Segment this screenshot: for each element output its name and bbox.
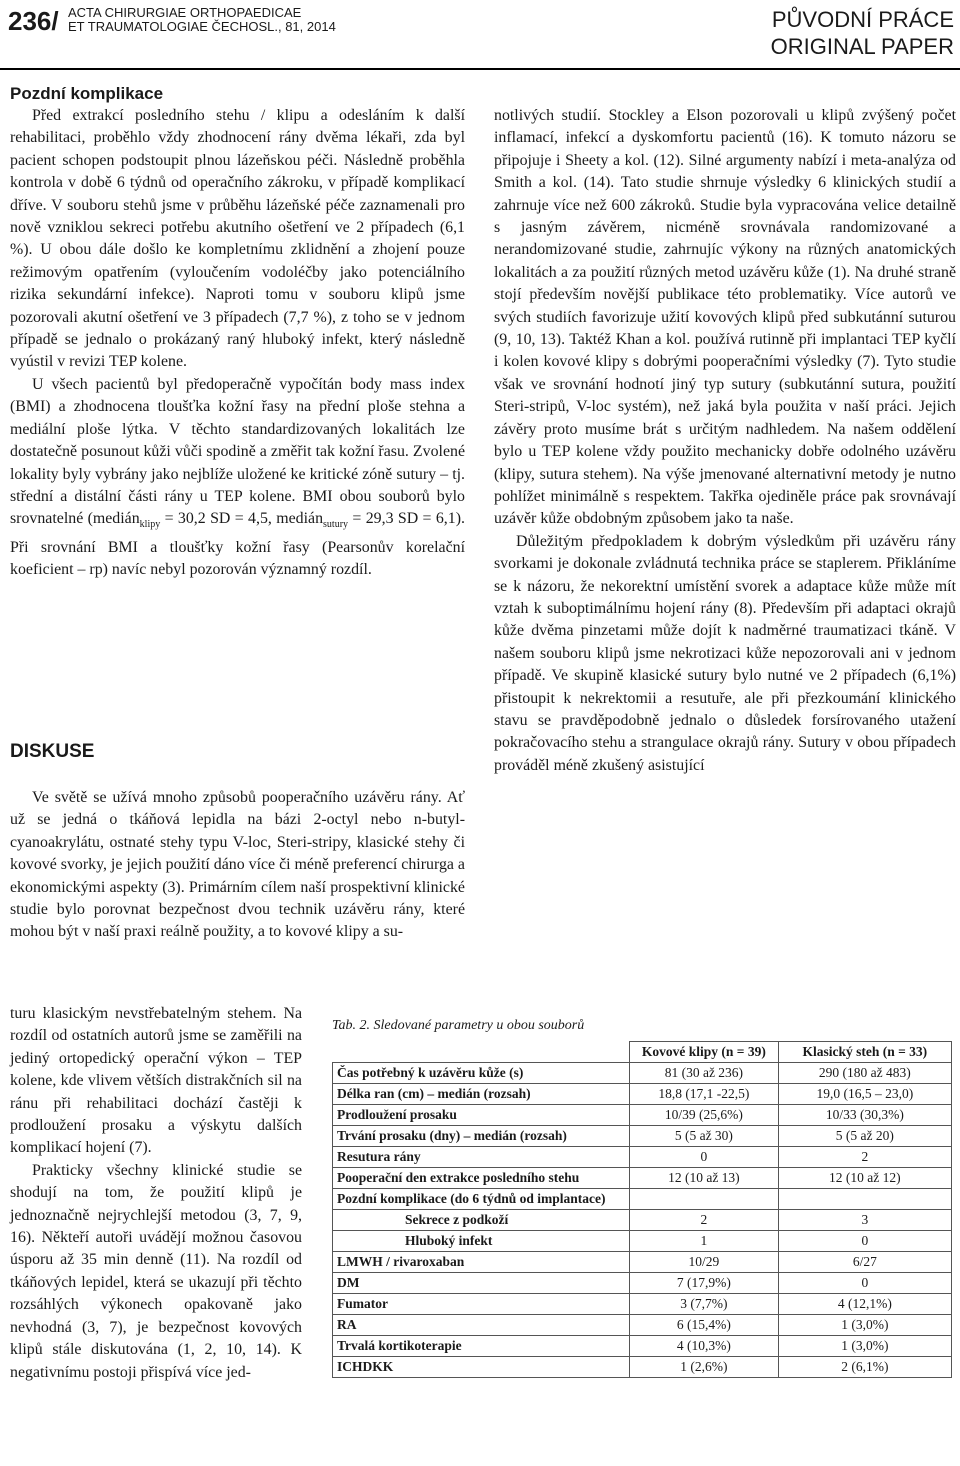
table-row — [333, 1357, 952, 1378]
row-label: Prodloužení prosaku — [333, 1105, 630, 1126]
table-cell: 0 — [778, 1231, 951, 1252]
table-cell: 2 — [630, 1210, 779, 1231]
table-row — [333, 1336, 952, 1357]
table-cell: 18,8 (17,1 -22,5) — [630, 1084, 779, 1105]
journal-line-2: ET TRAUMATOLOGIAE ČECHOSL., 81, 2014 — [68, 19, 336, 34]
row-label: Délka ran (cm) – medián (rozsah) — [333, 1084, 630, 1105]
table-cell: 2 (6,1%) — [778, 1357, 951, 1378]
subscript: klipy — [139, 519, 161, 531]
discussion-column — [10, 787, 465, 944]
page-header — [0, 0, 960, 70]
row-label: Pooperační den extrakce posledního stehu — [333, 1168, 630, 1189]
table-cell: 6/27 — [778, 1252, 951, 1273]
row-label: RA — [333, 1315, 630, 1336]
article-type — [771, 6, 954, 60]
table-cell: 0 — [630, 1147, 779, 1168]
text: = 30,2 SD = 4,5, medián — [160, 510, 324, 528]
table-cell — [778, 1189, 951, 1210]
table-cell: 4 (12,1%) — [778, 1294, 951, 1315]
table-cell: 6 (15,4%) — [630, 1315, 779, 1336]
table-cell: 0 — [778, 1273, 951, 1294]
table-row — [333, 1063, 952, 1084]
table-row — [333, 1252, 952, 1273]
parameters-table — [332, 1041, 952, 1378]
table-cell: 1 — [630, 1231, 779, 1252]
row-label: Trvalá kortikoterapie — [333, 1336, 630, 1357]
table-cell: 7 (17,9%) — [630, 1273, 779, 1294]
left-column — [10, 83, 465, 582]
section-heading-discussion: DISKUSE — [10, 741, 95, 762]
table-row — [333, 1168, 952, 1189]
journal-line-1: ACTA CHIRURGIAE ORTHOPAEDICAE — [68, 5, 302, 20]
table-cell: 1 (3,0%) — [778, 1315, 951, 1336]
paragraph-bmi — [10, 374, 465, 582]
table-row — [333, 1126, 952, 1147]
table-row — [333, 1105, 952, 1126]
text: U všech pacientů byl předoperačně vypočítán body mass index (BMI) a zhodnocena tloušťka kožní řasy na přední ploše stehna a mediální ploše lýtka. V těchto standardizovaných lokalitách lze dostatečně posunout kůži vůči spodině a změřit tak kožní řasu. Zvolené lokality byly vybrány jako nejblíže uložené ke kritické zóně sutury – tj. střední a distální části rány u TEP kolene. BMI obou souborů bylo srovnatelné (medián — [10, 375, 465, 528]
journal-name — [68, 6, 336, 34]
table-cell: 5 (5 až 30) — [630, 1126, 779, 1147]
row-label: Pozdní komplikace (do 6 týdnů od implantace) — [333, 1189, 630, 1210]
table-cell: 10/39 (25,6%) — [630, 1105, 779, 1126]
paragraph: Prakticky všechny klinické studie se shodují na tom, že použití klipů je jednoznačně nejrychlejší metodou (3, 7, 9, 16). Někteří autoři uvádějí možnou časovou úsporu až 35 min denně (11). Na rozdíl od tkáňových lepidel, která se ukazují při těchto rozsáhlých výkonech opakovaně jako nevhodná (3, 7), je bezpečnost kovových klipů stále diskutována (1, 2, 10, 14). K negativnímu postoji přispívá více jed- — [10, 1161, 302, 1381]
table-cell: 2 — [778, 1147, 951, 1168]
table-cell: 81 (30 až 236) — [630, 1063, 779, 1084]
table-row — [333, 1231, 952, 1252]
column-header: Kovové klipy (n = 39) — [630, 1042, 779, 1063]
table-cell: 12 (10 až 13) — [630, 1168, 779, 1189]
paragraph: Ve světě se užívá mnoho způsobů pooperačního uzávěru rány. Ať už se jedná o tkáňová lepidla na bázi 2-octyl nebo n-butyl-cyanoakrylátu, ostnaté stehy typu V-loc, Steri-stripy, klasické stehy či kovové svorky, je jejich použití dáno více či méně preferencí chirurga a ekonomickými aspekty (3). Primárním cílem naší prospektivní klinické studie bylo porovnat bezpečnost dvou technik uzávěru rány, které mohou být v naší praxi reálně použity, a to kovové klipy a su- — [10, 789, 465, 941]
page-number: 236/ — [8, 6, 59, 36]
table-row — [333, 1189, 952, 1210]
narrow-column — [10, 1003, 302, 1384]
table-cell: 10/33 (30,3%) — [778, 1105, 951, 1126]
row-label: Čas potřebný k uzávěru kůže (s) — [333, 1063, 630, 1084]
table-cell: 10/29 — [630, 1252, 779, 1273]
row-label: Hluboký infekt — [333, 1231, 630, 1252]
row-label: ICHDKK — [333, 1357, 630, 1378]
text: = 29,3 SD = 6,1). Při srovnání BMI a tloušťky kožní řasy (Pearsonův korelační koeficient – rp) navíc nebyl pozorován významný rozdíl. — [10, 510, 465, 579]
table-cell — [630, 1189, 779, 1210]
table-cell: 3 (7,7%) — [630, 1294, 779, 1315]
right-column — [494, 105, 956, 777]
column-header: Klasický steh (n = 33) — [778, 1042, 951, 1063]
table-cell: 19,0 (16,5 – 23,0) — [778, 1084, 951, 1105]
table-row — [333, 1315, 952, 1336]
table-corner — [333, 1042, 630, 1063]
table-row — [333, 1147, 952, 1168]
table-row — [333, 1294, 952, 1315]
paragraph: Důležitým předpokladem k dobrým výsledkům při uzávěru rány svorkami je dokonale zvládnutá technika práce se staplerem. Přikláníme se k názoru, že nekorektní umístění svorek a adaptace kůže může mít vztah k suboptimálnímu hojení rány (8). Především při adaptaci okrajů kůže dvěma pinzetami může dojít k nadměrné traumatizaci tkáně. V našem souboru klipů jsme nekrotizaci kůže nepozorovali ani v jednom případě. Ve skupině klasické sutury bylo nutné ve 2 případech (6,1%) přistoupit k nekrektomii a resutuře, ale při přezkoumání klinického stavu se pravděpodobně jednalo o důsledek forsírovaného utažení pokračovacího stehu a strangulace okrajů rány. Sutury v obou případech prováděl méně zkušený asistující — [494, 532, 956, 774]
row-label: Trvání prosaku (dny) – medián (rozsah) — [333, 1126, 630, 1147]
row-label: Fumator — [333, 1294, 630, 1315]
row-label: DM — [333, 1273, 630, 1294]
table-cell: 5 (5 až 20) — [778, 1126, 951, 1147]
table-caption: Tab. 2. Sledované parametry u obou souborů — [332, 1018, 585, 1033]
table-cell: 290 (180 až 483) — [778, 1063, 951, 1084]
table-cell: 12 (10 až 12) — [778, 1168, 951, 1189]
table-cell: 1 (3,0%) — [778, 1336, 951, 1357]
section-heading-late-complications: Pozdní komplikace — [10, 84, 164, 103]
table-cell: 4 (10,3%) — [630, 1336, 779, 1357]
header-rule — [0, 68, 960, 70]
row-label: Sekrece z podkoží — [333, 1210, 630, 1231]
article-type-en: ORIGINAL PAPER — [770, 34, 954, 59]
subscript: sutury — [323, 519, 349, 531]
paragraph: Před extrakcí posledního stehu / klipu a odesláním k další rehabilitaci, proběhlo vždy zhodnocení rány dvěma lékaři, zda byl pacient schopen podstoupit plnou lázeňskou péči. Následně proběhla kontrola v době 6 týdnů od operačního zákroku, v případě komplikací dříve. V souboru stehů jsme v průběhu lázeňské péče zaznamenali pro nově vzniklou sekreci potřebu akutního ošetření ve 2 případech (6,1 %). U obou dále došlo ke kompletnímu zklidnění a zhojení pouze režimovým opatřením (vyloučením vodoléčby jako potenciálního rizika sekundární infekce). Naproti tomu v souboru klipů jsme pozorovali akutní ošetření ve 3 případech (7,7 %), z toho se v jednom případě se jednalo o prokázaný raný hluboký infekt, který následně vyústil v revizi TEP kolene. — [10, 107, 465, 371]
paragraph: notlivých studií. Stockley a Elson pozorovali u klipů zvýšený počet inflamací, infekcí a dyskomfortu pacientů (16). K tomuto názoru se připojuje i Sheety a kol. (12). Silné argumenty nabízí i meta-analýza od Smith a kol. (14). Tato studie shrnuje výsledky 6 klinických studií a zahrnuje více než 600 zákroků. Studie byla vypracována velice detailně s jasným závěrem, nicméně srovnávala randomizované a nerandomizované studie, zahrnujíc výkony na různých anatomických lokalitách a za použití různých metod uzávěru kůže (1). Na druhé straně stojí především novější publikace této problematiky. Více autorů ve svých studiích favorizuje užití kovových klipů před subkutánní suturou (9, 10, 13). Taktéž Khan a kol. používá rutinně při implantaci TEP kyčlí i kolen kovové klipy s dobrými pooperačními výsledky (7). Tyto studie však ve srovnání hodnotí jiný typ sutury (subkutánní sutura, použití Steri-stripů, V-loc systém), než jaká byla použita v naší práci. Jejich závěry proto musíme brát s určitým nadhledem. Na našem oddělení bylo u TEP kolene vždy použito mechanicky dobře odolného uzávěru (klipy, sutura stehem). Na výše jmenované alternativní metody je nutno pohlížet minimálně s respektem. Takřka ojediněle práce pak srovnávají uzávěr kůže obdobným způsobem jako ta naše. — [494, 107, 956, 528]
row-label: LMWH / rivaroxaban — [333, 1252, 630, 1273]
row-label: Resutura rány — [333, 1147, 630, 1168]
article-type-cz: PŮVODNÍ PRÁCE — [771, 7, 954, 32]
table-row — [333, 1084, 952, 1105]
table-header-row — [333, 1042, 952, 1063]
table-cell: 1 (2,6%) — [630, 1357, 779, 1378]
table-row — [333, 1273, 952, 1294]
table-cell: 3 — [778, 1210, 951, 1231]
paragraph: turu klasickým nevstřebatelným stehem. Na rozdíl od ostatních autorů jsme se zaměřili na jediný ortopedický operační výkon – TEP kolene, kde vlivem větších distrakčních sil na ránu při rehabilitaci dochází častěji k prodloužení prosaku a výskytu dalších komplikací hojení (7). — [10, 1005, 302, 1157]
table-row — [333, 1210, 952, 1231]
